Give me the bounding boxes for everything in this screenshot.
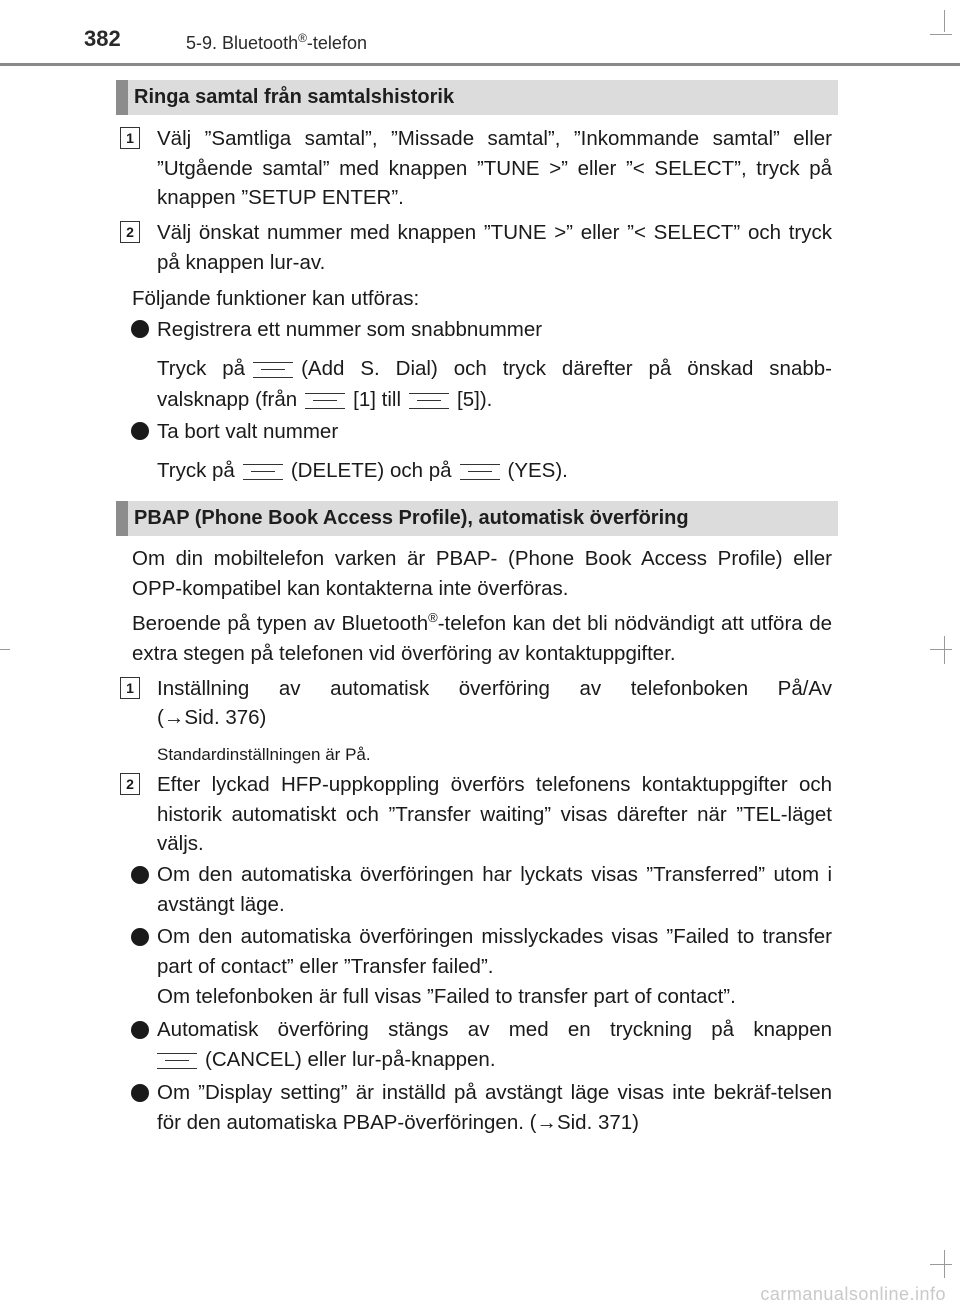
bullet-text: (DELETE) och på <box>290 459 452 482</box>
header-rule <box>0 63 960 66</box>
section-intro <box>132 609 832 668</box>
bullet-body <box>157 354 832 384</box>
crop-mark <box>944 10 945 32</box>
crop-mark <box>0 649 10 650</box>
softkey-button-icon <box>409 393 449 409</box>
watermark-text: carmanualsonline.info <box>760 1284 946 1304</box>
bullet-dot <box>131 866 149 884</box>
bullet-body: Om telefonboken är full visas ”Failed to transfer part of contact”. <box>157 985 736 1008</box>
bullet-text: (Add S. Dial) och tryck därefter på önskad snabb- <box>301 357 832 380</box>
bullet-dot <box>131 422 149 440</box>
step-text: Välj ”Samtliga samtal”, ”Missade samtal”, ”Inkommande samtal” eller ”Utgående samtal” med knappen ”TUNE >” eller ”< SELECT”, tryck på knappen ”SETUP ENTER”. <box>157 127 832 209</box>
step-text: Välj önskat nummer med knappen ”TUNE >” eller ”< SELECT” och tryck på knappen lur-av. <box>157 221 832 274</box>
registered-mark: ® <box>298 31 307 45</box>
chapter-prefix: 5-9. Bluetooth <box>186 33 299 53</box>
bullet-dot <box>131 928 149 946</box>
softkey-button-icon <box>253 362 293 378</box>
section-intro: Om din mobiltelefon varken är PBAP- (Phone Book Access Profile) eller OPP-kompatibel kan kontakterna inte överföras. <box>132 547 832 600</box>
bullet-text: (YES). <box>507 459 568 482</box>
step-number: 1 <box>120 127 140 149</box>
functions-intro: Följande funktioner kan utföras: <box>132 287 420 310</box>
bullet-body: Automatisk överföring stängs av med en tryckning på knappen <box>157 1018 832 1041</box>
page-header <box>0 0 960 66</box>
intro-text: -telefon kan det bli nödvändigt att utföra de extra stegen på telefonen vid överföring av kontaktuppgifter. <box>132 612 832 665</box>
crop-mark <box>930 1264 952 1265</box>
bullet-text: [1] till <box>353 388 402 411</box>
bullet-text: valsknapp (från <box>157 388 298 411</box>
bullet-body: Om den automatiska överföringen har lyckats visas ”Transferred” utom i avstängt läge. <box>157 863 832 916</box>
page-number: 382 <box>84 26 121 51</box>
bullet-text: [5]). <box>457 388 493 411</box>
softkey-button-icon <box>157 1053 197 1069</box>
bullet-dot <box>131 1021 149 1039</box>
bullet-title: Ta bort valt nummer <box>157 420 339 443</box>
step-note: Standardinställningen är På. <box>157 745 371 764</box>
step-number: 2 <box>120 221 140 243</box>
section-heading-call-history <box>116 80 838 115</box>
softkey-button-icon <box>305 393 345 409</box>
softkey-button-icon <box>243 464 283 480</box>
section-title: PBAP (Phone Book Access Profile), automatisk överföring <box>134 507 689 529</box>
step-number: 1 <box>120 677 140 699</box>
bullet-text: Tryck på <box>157 459 235 482</box>
bullet-body: Om den automatiska överföringen misslyckades visas ”Failed to transfer part of contact” eller ”Transfer failed”. <box>157 925 832 978</box>
section-heading-pbap <box>116 501 838 536</box>
step-text: Inställning av automatisk överföring av telefonboken På/Av <box>157 677 832 700</box>
bullet-title: Registrera ett nummer som snabbnummer <box>157 318 543 341</box>
section-title: Ringa samtal från samtalshistorik <box>134 86 455 108</box>
bullet-body <box>157 385 832 415</box>
crop-mark <box>930 34 952 35</box>
chapter-title <box>186 31 367 54</box>
bullet-dot <box>131 1084 149 1102</box>
step-text: Efter lyckad HFP-uppkoppling överförs telefonens kontaktuppgifter och historik automatiskt och ”Transfer waiting” visas därefter när ”TEL-läget väljs. <box>157 773 832 855</box>
step-number: 2 <box>120 773 140 795</box>
intro-text: Beroende på typen av Bluetooth <box>132 612 429 635</box>
softkey-button-icon <box>460 464 500 480</box>
chapter-suffix: -telefon <box>306 33 367 53</box>
step-reference: (→Sid. 376) <box>157 706 267 729</box>
bullet-dot <box>131 320 149 338</box>
bullet-body: Om ”Display setting” är inställd på avstängt läge visas inte bekräf-telsen för den automatiska PBAP-överföringen. (→Sid. 371) <box>157 1081 832 1134</box>
registered-mark: ® <box>428 610 438 626</box>
crop-mark <box>944 636 945 664</box>
bullet-body <box>157 456 832 486</box>
bullet-body <box>157 1045 832 1075</box>
crop-mark <box>930 649 952 650</box>
bullet-text: (CANCEL) eller lur-på-knappen. <box>205 1048 496 1071</box>
bullet-text: Tryck på <box>157 357 246 380</box>
